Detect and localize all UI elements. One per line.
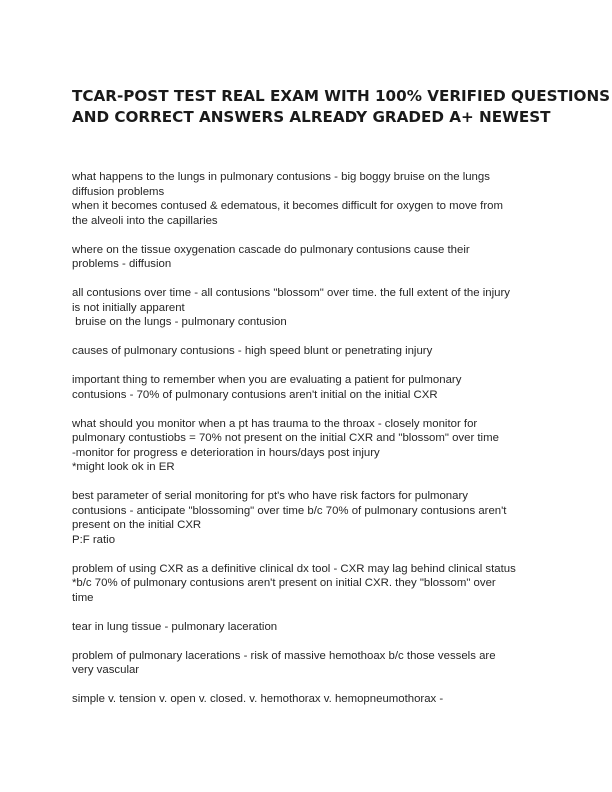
qa-entry <box>72 649 552 678</box>
text-line: time <box>72 591 94 604</box>
text-line: problems - diffusion <box>72 258 172 270</box>
qa-entry <box>72 344 552 359</box>
text-line: problem of using CXR as a definitive clinical dx tool - CXR may lag behind clinical status <box>72 562 516 575</box>
text-line: what should you monitor when a pt has trauma to the throax - closely monitor for <box>72 417 478 430</box>
text-line: contusions - anticipate "blossoming" over time b/c 70% of pulmonary contusions aren't <box>72 504 507 517</box>
qa-entry <box>72 243 552 272</box>
text-line: the alveoli into the capillaries <box>72 214 218 227</box>
qa-entry <box>72 489 552 547</box>
text-line: causes of pulmonary contusions - high speed blunt or penetrating injury <box>72 345 433 357</box>
qa-entry <box>72 373 552 402</box>
text-line: simple v. tension v. open v. closed. v. hemothorax v. hemopneumothorax - <box>72 693 444 705</box>
qa-entry <box>72 692 552 707</box>
text-line: very vascular <box>72 664 140 676</box>
text-line: diffusion problems <box>72 185 165 198</box>
qa-entry <box>72 417 552 475</box>
title-line: AND CORRECT ANSWERS ALREADY GRADED A+ NEWEST <box>72 108 551 126</box>
text-line: contusions - 70% of pulmonary contusions aren't initial on the initial CXR <box>72 388 438 401</box>
text-line: what happens to the lungs in pulmonary contusions - big boggy bruise on the lungs <box>72 171 490 183</box>
text-line: where on the tissue oxygenation cascade do pulmonary contusions cause their <box>72 243 470 256</box>
qa-entry <box>72 286 552 330</box>
text-line: all contusions over time - all contusions "blossom" over time. the full extent of the injury <box>72 287 510 299</box>
title-line: TCAR-POST TEST REAL EXAM WITH 100% VERIFIED QUESTIONS <box>72 87 611 105</box>
text-line: tear in lung tissue - pulmonary laceration <box>72 620 278 633</box>
text-line: important thing to remember when you are evaluating a patient for pulmonary <box>72 374 462 386</box>
qa-entry <box>72 170 552 228</box>
text-line: *might look ok in ER <box>72 461 175 473</box>
text-line: present on the initial CXR <box>72 519 202 531</box>
text-line: P:F ratio <box>72 533 116 546</box>
text-line: best parameter of serial monitoring for pt's who have risk factors for pulmonary <box>72 490 468 502</box>
document-title <box>72 86 611 128</box>
text-line: problem of pulmonary lacerations - risk of massive hemothoax b/c those vessels are <box>72 649 496 662</box>
text-line: when it becomes contused & edematous, it becomes difficult for oxygen to move from <box>72 200 503 212</box>
text-line: bruise on the lungs - pulmonary contusion <box>72 316 287 328</box>
document-body <box>72 170 552 721</box>
text-line: is not initially apparent <box>72 301 185 314</box>
text-line: *b/c 70% of pulmonary contusions aren't present on initial CXR. they "blossom" over <box>72 577 496 589</box>
text-line: pulmonary contustiobs = 70% not present on the initial CXR and "blossom" over time <box>72 432 499 444</box>
qa-entry <box>72 620 552 635</box>
text-line: -monitor for progress e deterioration in hours/days post injury <box>72 446 380 459</box>
qa-entry <box>72 562 552 606</box>
